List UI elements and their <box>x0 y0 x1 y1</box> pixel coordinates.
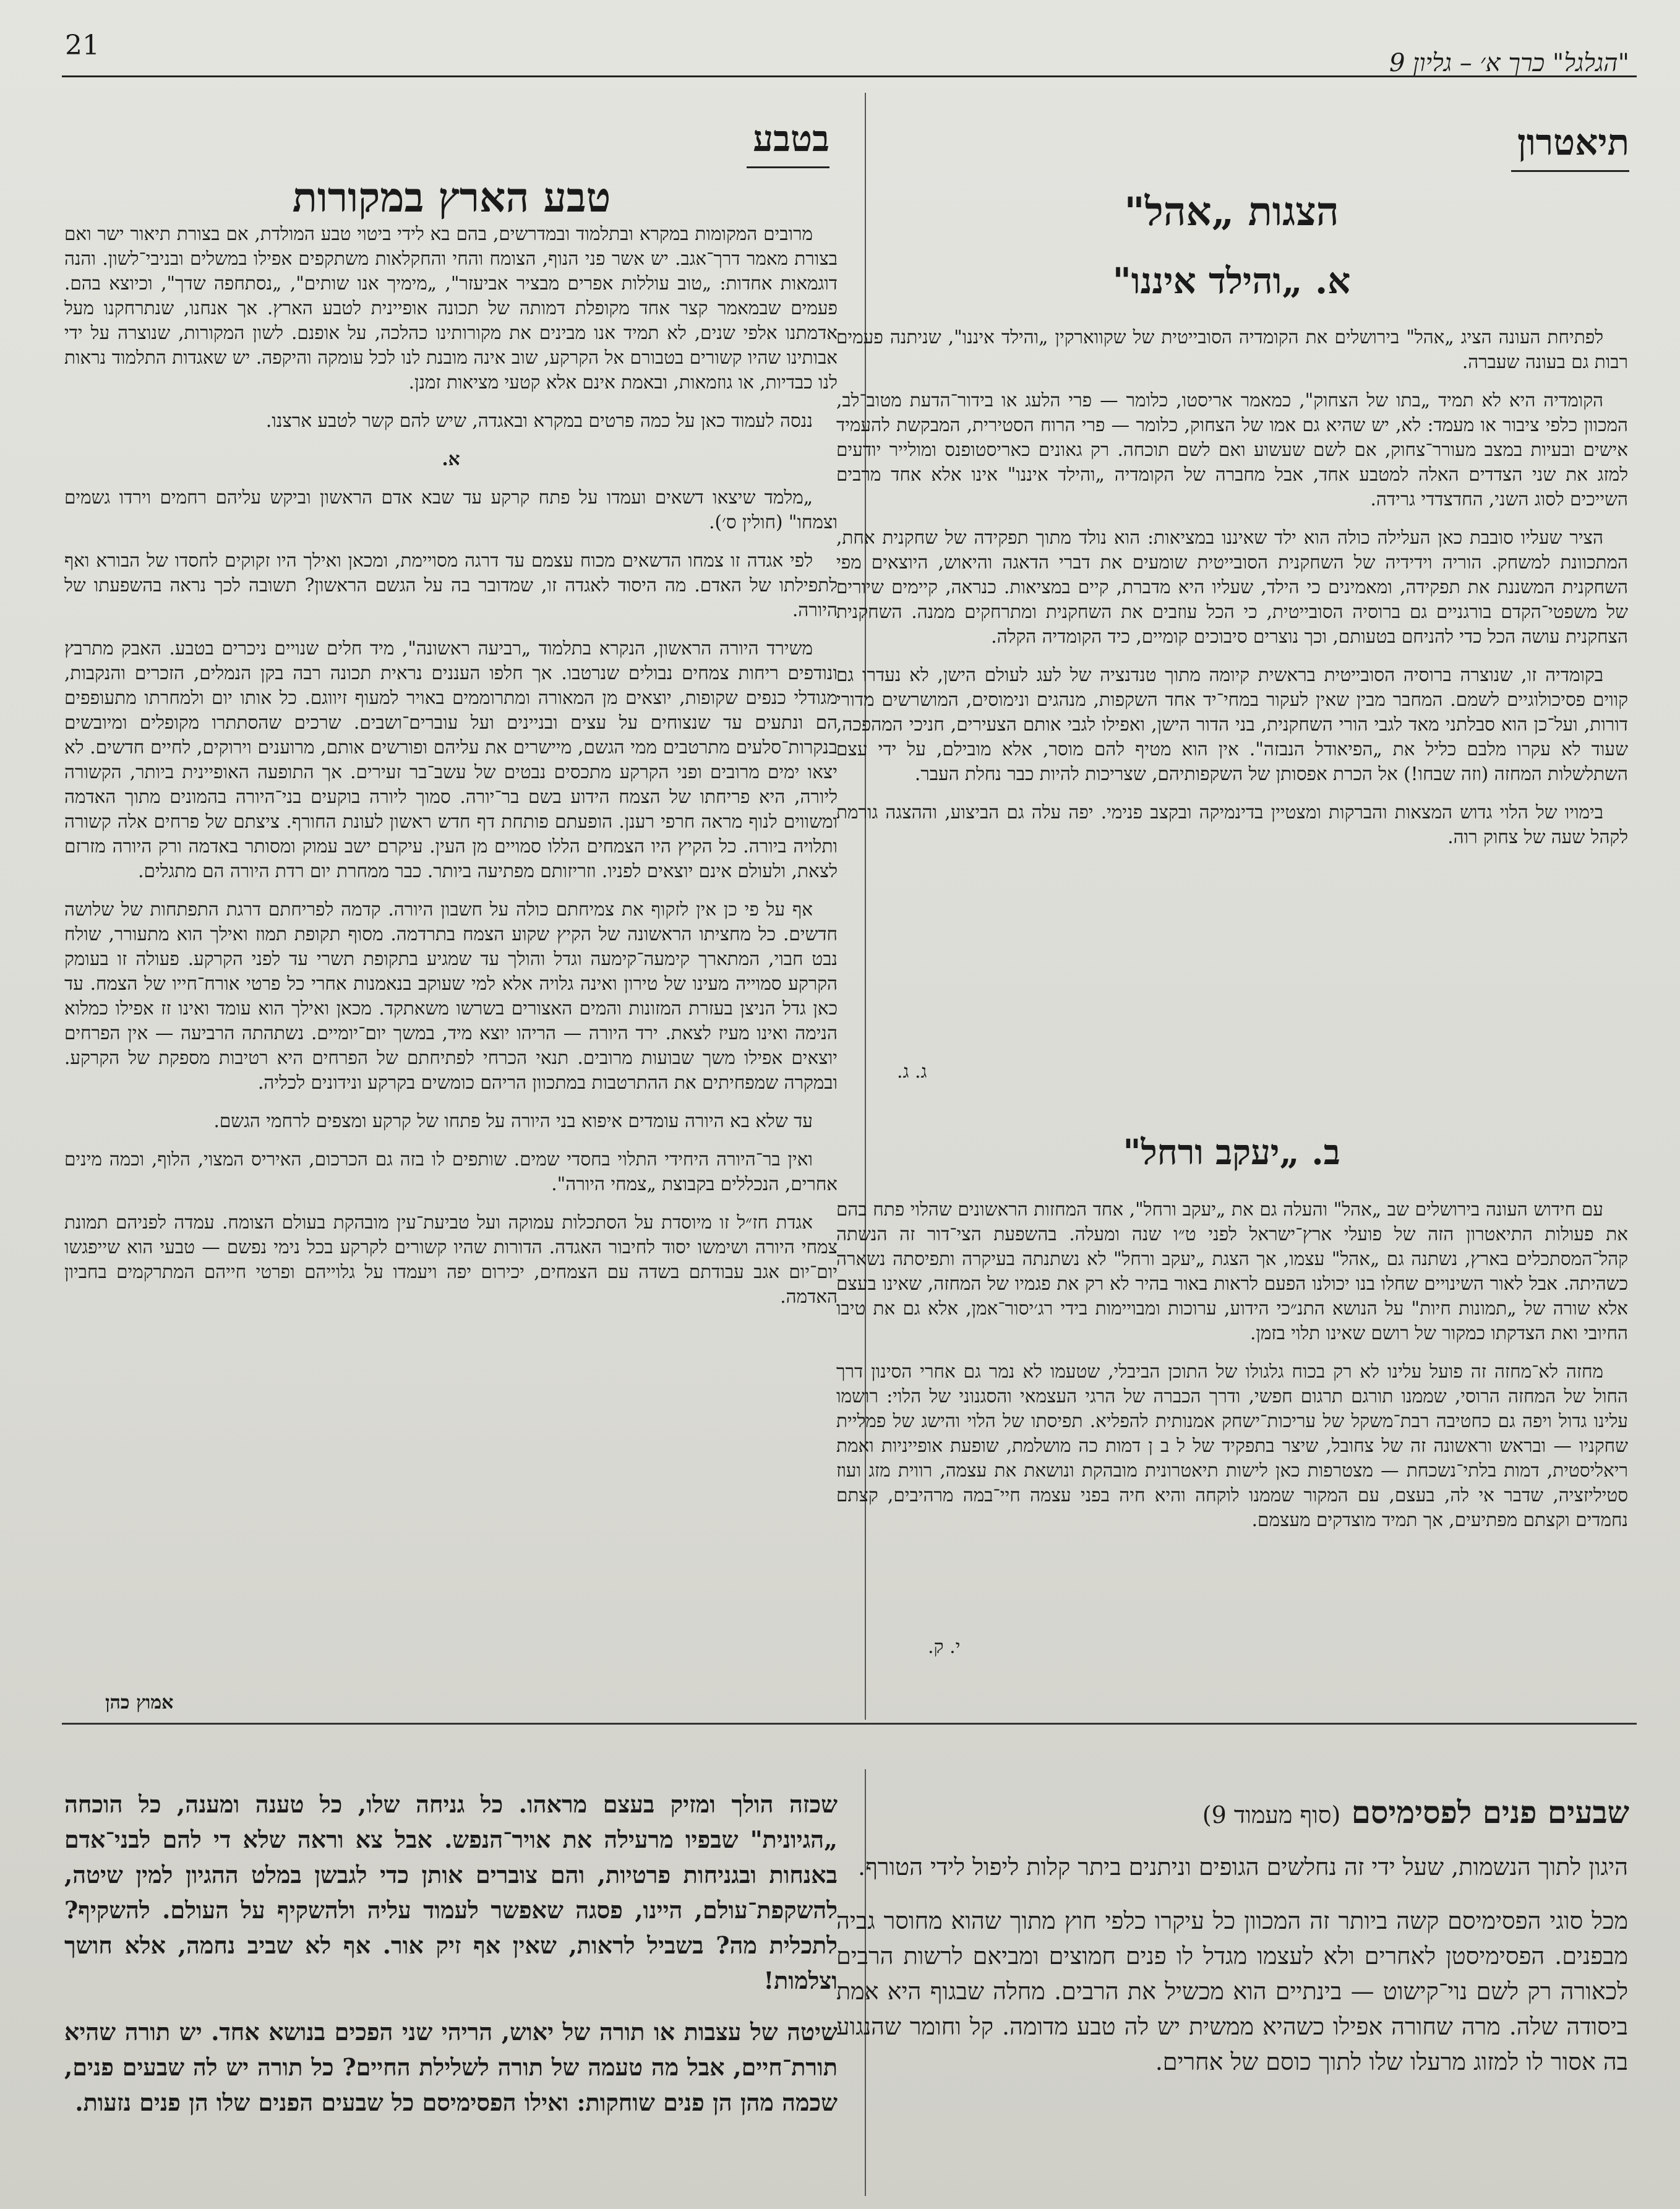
paragraph: מרובים המקומות במקרא ובתלמוד ובמדרשים, בהם בא לידי ביטוי טבע המולדת, אם בצורת תיאור ישר ואם בצורת מאמר דרך־אגב. יש אשר פני הנוף, הצומח והחי והחקלאות משתקפים אפילו במשלים ובניבי־לשון. והנה דוגמאות אחדות: „טוב עוללות אפרים מבציר אביעזר", „מימיך אנו שותים", „נסתחפה שדך", וכיוצא בהם. פעמים שבמאמר קצר אחד מקופלת דמותה של תכונה אופיינית לטבע הארץ. אך אנחנו, שנתרחקנו מעל אדמתנו אלפי שנים, לא תמיד אנו מבינים את מקורותינו כהלכה, על אופנם. לשון המקורות, שנוצרה על ידי אבותינו שהיו קשורים בטבורם אל הקרקע, שוב אינה מובנת לנו לכל עומקה והיקפה. יש שאגדות התלמוד נראות לנו כבדיות, או גוזמאות, ובאמת אינם אלא קטעי מציאות זמנן. <box>64 223 838 393</box>
paragraph: לפתיחת העונה הציג „אהל" בירושלים את הקומדיה הסובייטית של שקווארקין „והילד איננו", שניתנה פעמים רבות גם בעונה שעברה. <box>836 327 1628 372</box>
paragraph: ננסה לעמוד כאן על כמה פרטים במקרא ובאגדה, שיש להם קשר לטבע ארצנו. <box>265 410 813 431</box>
section-label-theater-text: תיאטרון <box>1517 121 1629 163</box>
article-title-nature: טבע הארץ במקורות <box>292 173 611 221</box>
paragraph: שיטה של עצבות או תורה של יאוש, הריהי שני הפכים בנושא אחד. יש תורה שהיא תורת־חיים, אבל מה טעמה של תורה לשלילת החיים? כל תורה יש לה שבעים פנים, שכמה מהן הן פנים שוחקות: ואילו הפסימיסם כל שבעים הפנים שלו הן פנים נזעות. <box>64 2018 838 2116</box>
article-body-nature <box>64 221 838 1703</box>
paragraph: היגון לתוך הנשמות, שעל ידי זה נחלשים הגופים וניתנים ביתר קלות ליפול לידי הטורף. <box>858 1853 1628 1881</box>
signature: ג. ג. <box>897 1061 927 1083</box>
paragraph: ואין בר־היורה היחידי התלוי בחסדי שמים. שותפים לו בזה גם הכרכום, האיריס המצוי, הלוף, וכמה מינים אחרים, הנכללים בקבוצת „צמחי היורה". <box>64 1149 838 1195</box>
section-label-nature-text: בטבע <box>753 118 829 160</box>
article-title-pessimism-text: שבעים פנים לפסימיסם <box>1351 1794 1629 1830</box>
header-rule <box>62 75 1637 77</box>
paragraph: משירד היורה הראשון, הנקרא בתלמוד „רביעה ראשונה", מיד חלים שנויים ניכרים בטבע. האבק מתרבץ ונודפים ריחות צמחים נבולים שנרטבו. אך חלפו העננים נראית תכונה רבה בקן הנמלים, הזכרים והנקבות, מגודלי כנפים שקופות, יוצאים מן המאורה ומתרוממים באויר למעוף זיווגם. כל אותו יום ולמחרתו מתעופפים הם ונתעים עד שנצוחים על עצים ובניינים ועל עוברים־ושבים. שרכים שהסתתרו מקופלים ומיובשים בנקרות־סלעים מתרטבים ממי הגשם, מיישרים את עליהם ופורשים אותם, מרוענים וירוקים, לחיים חדשים. לא יצאו ימים מרובים ופני הקרקע מתכסים נבטים של עשב־בר זעירים. אך התופעה האופיינית ביותר, הקשורה ליורה, היא פריחתו של הצמח הידוע בשם בר־יורה. סמוך ליורה בוקעים בני־היורה בהמונים מתוך האדמה ומשווים לנוף מראה חרפי רענן. הופעתם פותחת דף חדש ראשון לעונת החורף. ציצתם של פרחים אלה קשורה ותלויה ביורה. כל הקיץ היו הצמחים הללו סמויים מן העין. עיקרם ישב עמוק ומסותר באדמה ורק היורה מזרזם לצאת, ולעולם אינם יוצאים לפניו. וזריזותם מפתיעה ביותר. כבר ממחרת יום רדת היורה הם מתגלים. <box>64 638 838 881</box>
section-underline <box>747 166 829 168</box>
paragraph: בימויו של הלוי גדוש המצאות והברקות ומצטיין בדינמיקה ובקצב פנימי. יפה עלה גם הביצוע, וההצגה גורמת לקהל שעה של צחוק רוה. <box>836 802 1628 847</box>
article-title-ohel: הצגות „אהל" <box>1124 189 1339 235</box>
paragraph: אף על פי כן אין לזקוף את צמיחתם כולה על חשבון היורה. קדמה לפריחתם דרגת התפתחות של שלושה חדשים. כל מחציתו הראשונה של הקיץ שקוע הצמח בתרדמה. מסוף תקופת תמוז ואילך הוא מתעורר, שולח נבט חבוי, המתארך קימעה־קימעה וגדל והולך עד שמגיע בתקופת תשרי עד לפני הקרקע. פעולה זו בעומק הקרקע סמוייה מעינו של טירון ואינה גלויה אלא למי שעוקב בנאמנות אחרי כל פרטי אורח־חייו של הצמח. עד כאן גדל הניצן בעזרת המזונות והמים האצורים בשרשו משאתקד. מכאן ואילך הוא עומד ואינו זז אפילו כמלוא הנימה ואינו מעיז לצאת. ירד היורה — הריהו יוצא מיד, במשך יום־יומיים. נשתהתה הרביעה — אין הפרחים יוצאים אפילו משך שבועות מרובים. תנאי הכרחי לפתיחתם של הפרחים היא רטיבות מספקת של הקרקע. ובמקרה שמפחיתים את ההתרטבות במתכוון הריהם כומשים בקרקע ונידונים לכליה. <box>64 899 838 1093</box>
paragraph: לפי אגדה זו צמחו הדשאים מכוח עצמם עד דרגה מסויימת, ומכאן ואילך היו זקוקים לחסדו של הבורא ואף לתפילתו של האדם. מה היסוד לאגדה זו, שמדובר בה על הגשם הראשון? תשובה לכך נראה בהשפעתו של היורה. <box>64 550 838 620</box>
paragraph: שכזה הולך ומזיק בעצם מראהו. כל גניחה שלו, כל טענה ומענה, כל הוכחה „הגיונית" שבפיו מרעילה את אויר־הנפש. אבל צא וראה שלא די להם לבני־אדם באנחות ובגניחות פרטיות, והם צוברים אותן כדי לגבשן במלט ההגיון למין שיטה, להשקפת־עולם, היינו, פסגה שאפשר לעמוד עליה ולהשקיף על העולם. להשקיף? לתכלית מה? בשביל לראות, שאין אף זיק אור. אף לא שביב נחמה, אלא חושך וצלמות! <box>64 1790 838 1994</box>
article-title-pessimism <box>831 1794 1629 1830</box>
section-label-nature <box>753 118 829 160</box>
article-subtitle-child: א. „והילד איננו" <box>1112 260 1351 302</box>
article-body-pessimism-left <box>64 1787 838 2195</box>
bottom-rule <box>62 1723 1637 1725</box>
article-subtitle-jacob-rachel: ב. „יעקב ורחל" <box>1123 1132 1340 1173</box>
paragraph: עם חידוש העונה בירושלים שב „אהל" והעלה גם את „יעקב ורחל", אחד המחזות הראשונים שהלוי פתח בהם את פעולות התיאטרון הזה של פועלי ארץ־ישראל לפני ט״ו שנה ומעלה. בהשפעת הצי־דור זה הנשתה קהל־המסתכלים בארץ, נשתנה גם „אהל" עצמו, אך הצגת „יעקב ורחל" לא נשתנתה בעיקרה ותפיסתה נשארה כשהיתה. אבל לאור השינויים שחלו בנו יכולנו הפעם לראות באור בהיר לא רק את פגמיו של המחזה, שאינו בעצם אלא שורה של „תמונות חיות" על הנושא התנ״כי הידוע, ערוכות ומבויימות בידי רג׳יסור־אמן, אלא גם את טיבו החיובי ואת הצדקתו כמקור של רושם שאינו תלוי בזמן. <box>836 1199 1628 1344</box>
paragraph: מחזה לא־מחזה זה פועל עלינו לא רק בכוח גלגולו של התוכן הביבלי, שטעמו לא נמר גם אחרי הסינון דרך החול של המחזה הרוסי, שממנו תורגם תרגום חפשי, ודרך הכברה של הרגי העצמאי והסגנוני של הלוי: רושמו עלינו גדול ויפה גם כחטיבה רבת־משקל של עריכות־ישחק אמנותית להפליא. תפיסתו של הלוי והישג של פמליית שחקניו — ובראש וראשונה זה של צחובל, שיצר בתפקיד של ל ב ן דמות כה מושלמת, שופעת אופייניות ואמת ריאליסטית, דמות בלתי־נשכחת — מצטרפות כאן לישות תיאטרונית מובהקת ונושאת את עצמה, רווית מזג ועוז סטיליזציה, שדבר אי לה, בעצם, עם המקור שממנו לוקחה והיא חיה בפני עצמה חיי־במה מרהיבים, קצתם נחמדים וקצתם מפתיעים, אך תמיד מוצדקים מעצמם. <box>836 1361 1628 1530</box>
article-body-ohel <box>836 325 1628 1098</box>
signature: י. ק. <box>928 1636 961 1658</box>
signature: אמוץ כהן <box>105 1692 174 1714</box>
paragraph: בקומדיה זו, שנוצרה ברוסיה הסובייטית בראשית קיומה מתוך טנדנציה של לעג לעולם הישן, לא נעדרו גם קווים פסיכולוגיים לשמם. המחבר מבין שאין לעקור במחי־יד אחד השקפות, מנהגים ונימוסים, המושרשים מדורי דורות, ועל־כן הוא סבלתני מאד לגבי הורי השחקנית, בני הדור הישן, ואפילו לגבי אותם הצעירים, חניכי המהפכה, שעוד לא עקרו מלבם כליל את „הפיאודל הנבזה". אין הוא מטיף להם מוסר, אלא מובילם, על ידי עצם השתלשלות המחזה (וזה שבחו!) אל הכרת אפסותן של השקפותיהם, שצריכות להיות כבר נחלת העבר. <box>836 664 1628 784</box>
paragraph: „מלמד שיצאו דשאים ועמדו על פתח קרקע עד שבא אדם הראשון וביקש עליהם רחמים וירדו גשמים וצמחו" (חולין ס׳). <box>64 487 838 533</box>
article-body-pessimism-right <box>836 1850 1628 2196</box>
paragraph: הקומדיה היא לא תמיד „בתו של הצחוק", כמאמר אריסטו, כלומר — פרי הלעג או בידור־הדעת מטוב־לב, המכוון כלפי ציבור או מעמד: לא, יש שהיא גם אמו של הצחוק, כלומר — פרי הרוח הסטירית, המבקשת להעמיד אישים ובעיות במצב מעורר־צחוק, אם לשם שעשוע ואם לשם תוכחה. רק גאונים כאריסטופנס ומולייר יודעים למזג את שני הצדדים האלה למטבע אחד, אבל מחברה של הקומדיה „והילד איננו" אינו אלא אחד מרבים השייכים לסוג השני, החדצדדי גרידה. <box>836 390 1628 510</box>
section-label-theater <box>1517 121 1629 163</box>
continuation-note: (סוף מעמוד 9) <box>1202 1801 1341 1829</box>
publication-header: "הגלגל" כרך א׳ – גליון 9 <box>1389 49 1629 77</box>
paragraph: אגדת חז״ל זו מיוסדת על הסתכלות עמוקה ועל טביעת־עין מובהקת בעולם הצומח. עמדה לפניהם תמונת צמחי היורה ושימשו יסוד לחיבור האגדה. הדורות שהיו קשורים לקרקע בכל נימי נפשם — טבעי הוא שייפגשו יום־יום אגב עבודתם בשדה עם הצמחים, יכירום יפה ויעמדו על גלוייהם ופרטי חייהם המתרקמים בחביון האדמה. <box>64 1212 838 1307</box>
paragraph: עד שלא בא היורה עומדים איפוא בני היורה על פתחו של קרקע ומצפים לרחמי הגשם. <box>213 1110 813 1131</box>
paragraph: מכל סוגי הפסימיסם קשה ביותר זה המכוון כל עיקרו כלפי חוץ מתוך שהוא מחוסר גביה מבפנים. הפסימיסטן לאחרים ולא לעצמו מגדל לו פנים חמוצים ומביאם לרשות הרבים לכאורה רק לשם נוי־קישוט — בינתיים הוא מכשיל את הרבים. מחלה שבגוף היא אמת ביסודה שלה. מרה שחורה אפילו כשהיא ממשית יש לה טבע מדומה. קל וחומר שהנגוע בה אסור לו למזוג מרעלו שלו לתוך כוסם של אחרים. <box>836 1907 1628 2075</box>
section-underline <box>1511 170 1629 172</box>
page-number: 21 <box>65 30 100 61</box>
section-marker: א. <box>442 448 460 470</box>
article-body-jacob-rachel <box>836 1197 1628 1667</box>
paragraph: הציר שעליו סובבת כאן העלילה כולה הוא ילד שאיננו במציאות: הוא נולד מתוך תפקידה של שחקנית אחת, המתכוונת למשחק. הוריה וידידיה של השחקנית הסובייטית שומעים את דברי הדאגה והיאוש, היוצאים מפי השחקנית המשננת את תפקידה, ומאמינים כי הילד, שעליו היא מדברת, קיים במציאות. כנראה, קיימים שיורים של משפטי־הקדם בורגניים גם ברוסיה הסובייטית, כי הכל עוזבים את השחקנית ומתרחקים ממנה. השחקנית הצחקנית עושה הכל כדי להניחם בטעותם, וכך נוצרים סיבוכים קומיים, כיד הקומדיה הקלה. <box>836 527 1628 647</box>
